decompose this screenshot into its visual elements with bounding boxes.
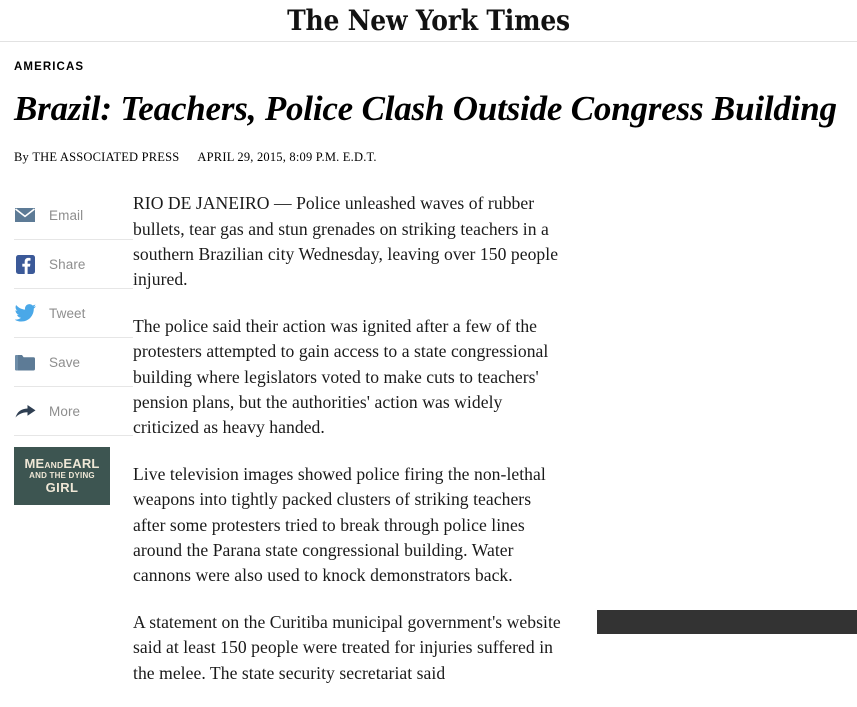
byline-author[interactable]: THE ASSOCIATED PRESS (32, 150, 180, 165)
article-paragraph: A statement on the Curitiba municipal government's website said at least 150 people were treated for injuries suffered in the melee. The state security secretariat said (133, 611, 561, 683)
share-item-email[interactable] (14, 191, 133, 240)
twitter-icon (14, 302, 36, 324)
share-toolbar (0, 191, 133, 707)
article-timestamp: APRIL 29, 2015, 8:09 P.M. E.D.T. (197, 150, 377, 165)
section-kicker-americas[interactable]: AMERICAS (14, 61, 85, 73)
article-text (133, 191, 585, 707)
envelope-icon (14, 204, 36, 226)
promo-line-1 (24, 457, 99, 471)
byline (14, 150, 843, 165)
bottom-right-ad-panel[interactable] (597, 610, 857, 634)
article-header (0, 42, 857, 165)
promo-line-2: AND THE DYING (29, 470, 95, 480)
share-item-facebook[interactable] (14, 240, 133, 289)
promo-thumbnail-me-and-earl[interactable] (14, 447, 110, 505)
share-label-more: More (49, 403, 81, 419)
share-item-more[interactable] (14, 387, 133, 436)
folder-icon (14, 351, 36, 373)
arrow-forward-icon (14, 400, 36, 422)
share-item-twitter[interactable] (14, 289, 133, 338)
page-title: Brazil: Teachers, Police Clash Outside Congress Building (14, 89, 837, 128)
promo-word-me: ME (24, 456, 45, 472)
share-label-email: Email (49, 207, 84, 223)
share-item-save[interactable] (14, 338, 133, 387)
article-paragraph: RIO DE JANEIRO — Police unleashed waves of rubber bullets, tear gas and stun grenades on striking teachers in a southern Brazilian city Wednesday, leaving over 150 people injured. (133, 193, 559, 290)
facebook-icon (14, 253, 36, 275)
promo-line-3: GIRL (45, 480, 79, 496)
article-paragraph: Live television images showed police firing the non-lethal weapons into tightly packed clusters of striking teachers after some protesters tried to break through police lines around the Parana state congressional building. Water cannons were also used to knock demonstrators back. (133, 463, 546, 586)
promo-word-and: AND (44, 460, 64, 471)
site-masthead (0, 0, 857, 42)
nyt-logo[interactable]: The New York Times (287, 4, 570, 37)
promo-word-earl: EARL (63, 456, 100, 472)
article-paragraph: The police said their action was ignited after a few of the protesters attempted to gain access to a state congressional building where legislators voted to make cuts to teachers' pension plans, but the authorities' action was widely criticized as heavy handed. (133, 315, 549, 438)
share-label-facebook: Share (49, 256, 86, 272)
share-label-save: Save (49, 354, 81, 370)
share-label-twitter: Tweet (49, 305, 86, 321)
byline-prefix: By (14, 150, 29, 165)
